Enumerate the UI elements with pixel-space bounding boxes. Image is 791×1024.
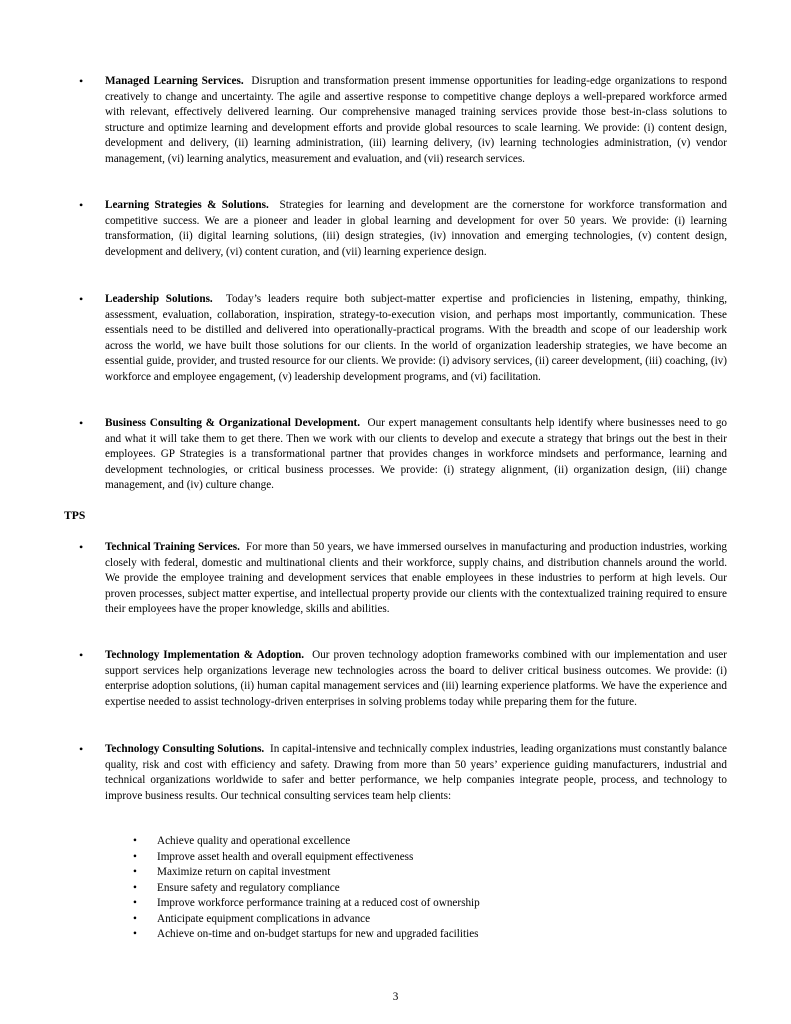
bullet-dot: • xyxy=(133,850,137,863)
list-item-text: Achieve on-time and on-budget startups for new and upgraded facilities xyxy=(157,928,479,940)
list-item-text: Improve workforce performance training at a reduced cost of ownership xyxy=(157,897,480,909)
bullet-dot: • xyxy=(79,648,84,662)
list-item-text: Maximize return on capital investment xyxy=(157,866,331,878)
bullet-text: In capital-intensive and technically complex industries, leading organizations must constantly balance quality, risk and cost with efficiency and safety. Drawing from more than 50 years’ experience guiding manufacturers, industrial and technical organizations worldwide to safer and better performance, we help companies integrate people, process, and technology to improve business results. Our technical consulting services team help clients: xyxy=(105,743,728,802)
bullet-lead: Business Consulting & Organizational Development. xyxy=(105,417,361,429)
list-item xyxy=(133,927,480,943)
bullet-text: For more than 50 years, we have immersed ourselves in manufacturing and production industries, working closely with federal, domestic and multinational clients and their workforce, supply chains, and distribution channels around the world. We provide the employee training and development services that enable employees in these industries to perform at high levels. Our proven processes, subject matter expertise, and intellectual property provide our clients with the contextualized training required to ensure their employees have the proper knowledge, skills and abilities. xyxy=(105,541,728,615)
bullet-dot: • xyxy=(79,198,84,212)
page-number: 3 xyxy=(392,991,399,1003)
client-benefits-list xyxy=(133,834,480,943)
list-item xyxy=(133,850,480,866)
bullet-text: Strategies for learning and development are the cornerstone for workforce transformation and competitive success. We are a pioneer and leader in global learning and development for over 50 years. We provide: (i) learning transformation, (ii) digital learning solutions, (iii) design strategies, (iv) innovation and emerging technologies, (v) content design, development and delivery, (vi) content curation, and (vii) learning experience design. xyxy=(105,199,728,258)
bullet-text: Disruption and transformation present immense opportunities for leading-edge organizations to respond creatively to change and uncertainty. The agile and assertive response to competitive change deploys a well-prepared workforce armed with relevant, effectively delivered learning. Our comprehensive managed training services provide those best-in-class solutions to structure and optimize learning and development efforts and provide global resources to scale learning. We provide: (i) content design, development and delivery, (ii) learning administration, (iii) learning delivery, (iv) learning technologies administration, (v) vendor management, (vi) learning analytics, measurement and evaluation, and (vii) research services. xyxy=(105,75,728,165)
list-item-text: Anticipate equipment complications in advance xyxy=(157,912,371,925)
bullet-dot: • xyxy=(79,74,84,88)
bullet-lead: Leadership Solutions. xyxy=(105,293,213,305)
bullet-technical-training-services xyxy=(79,540,728,618)
bullet-dot: • xyxy=(133,928,137,940)
bullet-managed-learning-services xyxy=(79,74,728,167)
list-item xyxy=(133,896,480,912)
bullet-lead: Learning Strategies & Solutions. xyxy=(105,199,269,211)
bullet-text: Today’s leaders require both subject-matter expertise and proficiencies in listening, empathy, thinking, assessment, evaluation, collaboration, inspiration, strategy-to-execution vision, and perhaps most importantly, communication. These essentials need to be distilled and delivered into operationally-practical programs. With the breadth and scope of our leadership work across the world, we have built those solutions for our clients. In the world of organization leadership strategies, we have become an essential guide, provider, and trusted resource for our clients. We provide: (i) advisory services, (ii) career development, (iii) coaching, (iv) workforce and employee engagement, (v) leadership development programs, and (vi) facilitation. xyxy=(105,293,727,383)
list-item-text: Ensure safety and regulatory compliance xyxy=(157,881,340,894)
bullet-dot: • xyxy=(79,416,84,430)
list-item-text: Improve asset health and overall equipment effectiveness xyxy=(157,850,414,863)
bullet-text: Our proven technology adoption frameworks combined with our implementation and user support services help organizations leverage new technologies across the board to deliver critical business outcomes. We provide: (i) enterprise adoption solutions, (ii) human capital management services and (iii) learning experience platforms. We have the experience and expertise needed to assist technology-driven enterprises in solving problems today while preparing them for the future. xyxy=(105,649,727,708)
bullet-dot: • xyxy=(79,742,84,756)
bullet-technology-implementation-adoption xyxy=(79,648,727,710)
bullet-leadership-solutions xyxy=(79,292,727,385)
bullet-lead: Technology Consulting Solutions. xyxy=(105,743,265,755)
bullet-dot: • xyxy=(133,912,137,925)
bullet-text: Our expert management consultants help identify where businesses need to go and what it will take them to get there. Then we work with our clients to develop and execute a strategy that brings out the best in their employees. GP Strategies is a transformational partner that provides changes in workforce mindsets and performance, learning and development technologies, or critical business processes. We provide: (i) strategy alignment, (ii) organization design, (iii) change management, and (iv) culture change. xyxy=(105,417,728,491)
bullet-lead: Managed Learning Services. xyxy=(105,75,244,87)
bullet-lead: Technology Implementation & Adoption. xyxy=(105,649,305,661)
bullet-technology-consulting-solutions xyxy=(79,742,728,804)
bullet-business-consulting xyxy=(79,416,728,494)
bullet-dot: • xyxy=(133,897,137,909)
bullet-dot: • xyxy=(133,866,137,878)
section-heading-tps: TPS xyxy=(64,509,86,522)
bullet-dot: • xyxy=(79,292,84,306)
list-item-text: Achieve quality and operational excellence xyxy=(157,835,351,847)
bullet-learning-strategies-solutions xyxy=(79,198,728,260)
bullet-dot: • xyxy=(79,540,84,554)
bullet-dot: • xyxy=(133,881,137,894)
bullet-lead: Technical Training Services. xyxy=(105,541,240,553)
list-item xyxy=(133,912,480,928)
list-item xyxy=(133,834,480,850)
list-item xyxy=(133,881,480,897)
bullet-dot: • xyxy=(133,835,137,847)
list-item xyxy=(133,865,480,881)
